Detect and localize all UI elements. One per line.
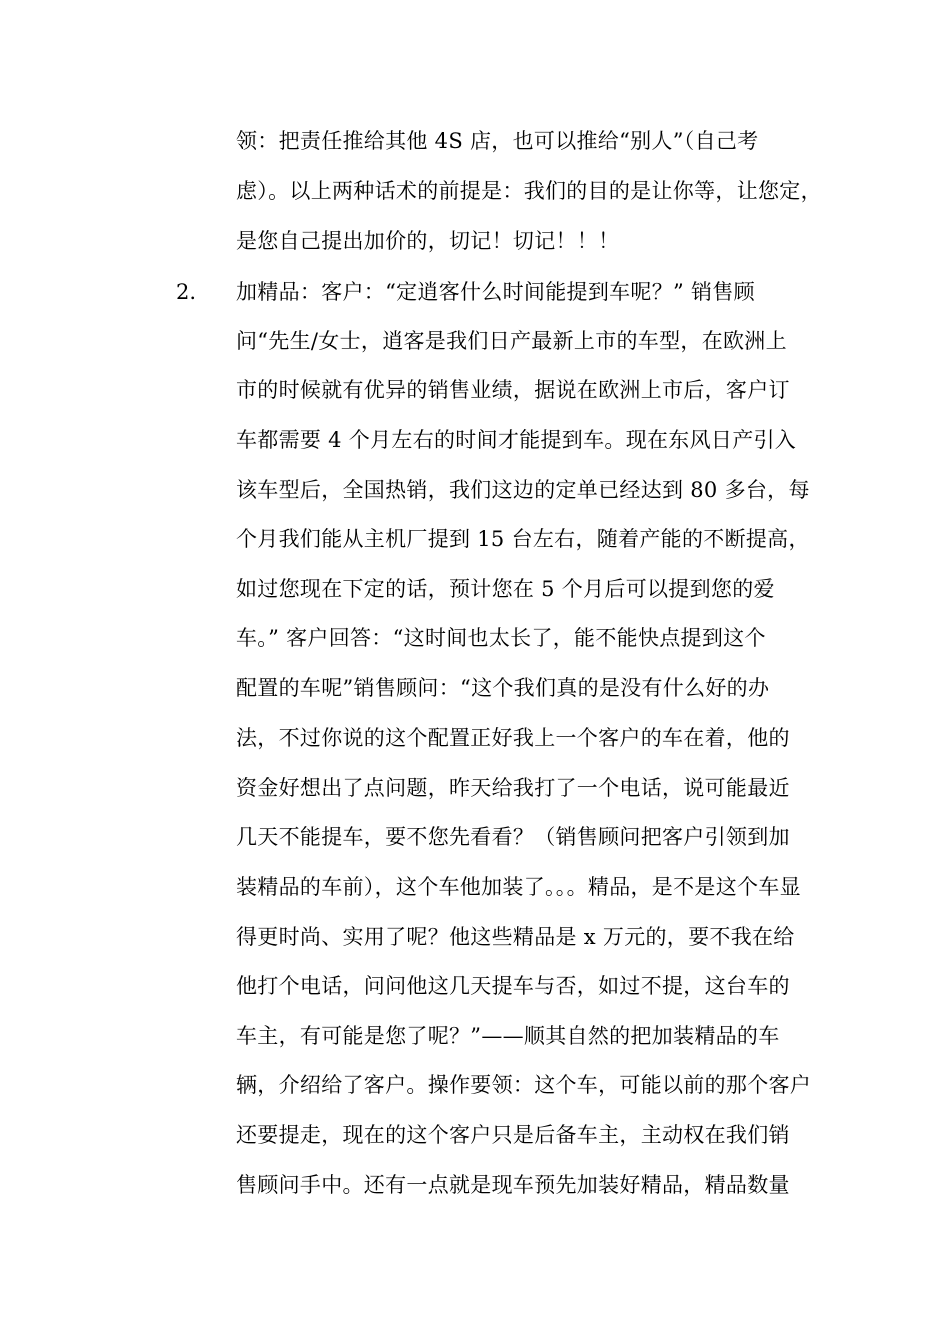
item-line-17: 辆，介绍给了客户。操作要领：这个车，可能以前的那个客户 [236, 1073, 812, 1097]
intro-line-2: 虑）。以上两种话术的前提是：我们的目的是让你等，让您定， [236, 179, 822, 203]
item-line-6: 个月我们能从主机厂提到 15 台左右，随着产能的不断提高， [236, 527, 810, 551]
item-line-9: 配置的车呢”销售顾问：“这个我们真的是没有什么好的办 [236, 676, 770, 700]
item-line-18: 还要提走，现在的这个客户只是后备车主，主动权在我们销 [236, 1123, 790, 1147]
item-line-16: 车主，有可能是您了呢？”——顺其自然的把加装精品的车 [236, 1024, 780, 1048]
item-line-1: 加精品：客户：“定逍客什么时间能提到车呢？” 销售顾 [236, 280, 755, 304]
intro-line-3: 是您自己提出加价的，切记！切记！！！ [236, 229, 620, 253]
item-line-10: 法，不过你说的这个配置正好我上一个客户的车在着，他的 [236, 726, 790, 750]
item-line-13: 装精品的车前），这个车他加装了。。。精品，是不是这个车显 [236, 875, 801, 899]
item-line-14: 得更时尚、实用了呢？他这些精品是 x 万元的，要不我在给 [236, 925, 795, 949]
intro-line-1: 领：把责任推给其他 4S 店，也可以推给“别人”（自己考 [236, 129, 759, 153]
item-line-19: 售顾问手中。还有一点就是现车预先加装好精品，精品数量 [236, 1173, 790, 1197]
item-line-5: 该车型后，全国热销，我们这边的定单已经达到 80 多台，每 [236, 478, 810, 502]
item-line-4: 车都需要 4 个月左右的时间才能提到车。现在东风日产引入 [236, 428, 797, 452]
item-line-15: 他打个电话，问问他这几天提车与否，如过不提，这台车的 [236, 974, 790, 998]
item-line-3: 市的时候就有优异的销售业绩，据说在欧洲上市后，客户订 [236, 378, 790, 402]
list-item-number: 2. [176, 280, 197, 304]
item-line-7: 如过您现在下定的话，预计您在 5 个月后可以提到您的爱 [236, 577, 775, 601]
item-line-12: 几天不能提车，要不您先看看？（销售顾问把客户引领到加 [236, 825, 790, 849]
item-line-11: 资金好想出了点问题，昨天给我打了一个电话，说可能最近 [236, 776, 790, 800]
item-line-8: 车。” 客户回答：“这时间也太长了，能不能快点提到这个 [236, 626, 766, 650]
item-line-2: 问“先生/女士，逍客是我们日产最新上市的车型，在欧洲上 [236, 329, 787, 353]
